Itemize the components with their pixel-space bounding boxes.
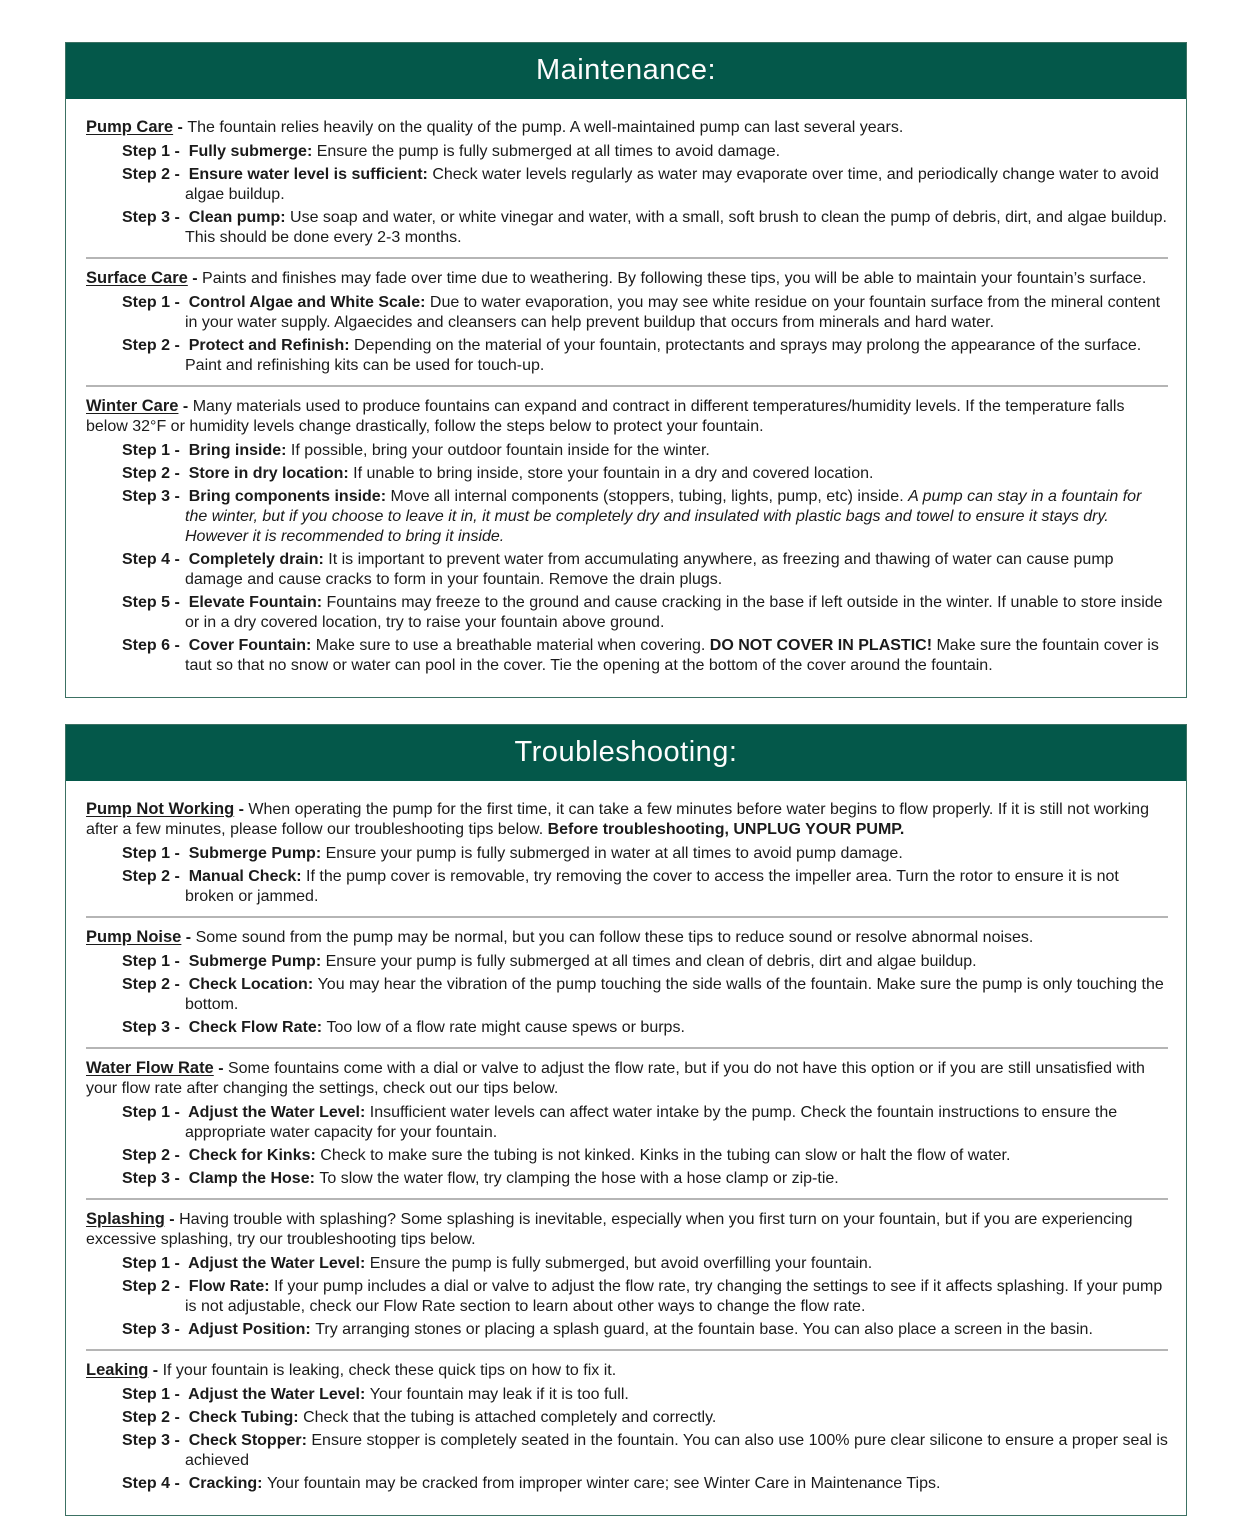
text-segment: If unable to bring inside, store your fountain in a dry and covered location. [353,465,874,482]
step [122,952,1168,972]
step [122,208,1168,248]
section-heading: Surface Care [86,269,188,287]
text-segment: A pump can stay in a fountain for the winter, but if you choose to leave it in, it must be completely dry and insulated with plastic bags and towel to ensure it stays dry. However it is recommended to bring it inside. [185,488,1142,545]
troubleshooting-box [65,724,1187,1516]
step [122,487,1168,547]
step-label: Step 2 - [122,166,189,183]
section-intro [86,1209,1168,1250]
section-pump-not-working [86,799,1168,907]
step [122,593,1168,633]
section-intro [86,268,1168,289]
section-dash: - [164,1211,180,1228]
section-divider [86,916,1168,918]
text-segment: Depending on the material of your fountain, protectants and sprays may prolong the appearance of the surface. Paint and refinishing kits can be used for touch-up. [185,337,1142,374]
step-label: Step 1 - [122,442,189,459]
maintenance-title: Maintenance: [66,43,1186,99]
section-intro [86,799,1168,840]
step [122,550,1168,590]
step [122,975,1168,1015]
step-label: Step 2 - [122,465,189,482]
text-segment: DO NOT COVER IN PLASTIC! [709,637,933,654]
step [122,1169,1168,1189]
step-lead: Flow Rate: [188,1278,275,1295]
text-segment: Too low of a flow rate might cause spews or burps. [326,1019,685,1036]
step [122,441,1168,461]
step-lead: Clean pump: [188,209,291,226]
step-label: Step 3 - [122,1019,189,1036]
text-segment: You may hear the vibration of the pump touching the side walls of the fountain. Make sure the pump is only touching the bottom. [185,976,1164,1013]
section-divider [86,1349,1168,1351]
step-lead: Fully submerge: [188,143,317,160]
step-lead: Completely drain: [188,551,329,568]
step-lead: Submerge Pump: [188,953,326,970]
section-pump-care [86,117,1168,248]
text-segment: Make sure to use a breathable material when covering. [315,637,710,654]
section-heading: Pump Noise [86,928,182,946]
section-heading: Splashing [86,1210,165,1228]
text-segment: Some fountains come with a dial or valve to adjust the flow rate, but if you do not have this option or if you are still unsatisfied with your flow rate after changing the settings, check out our tips below. [86,1060,1145,1097]
text-segment: If your pump includes a dial or valve to adjust the flow rate, try changing the settings to see if it affects splashing. If your pump is not adjustable, check our Flow Rate section to learn about other ways to change the flow rate. [185,1278,1163,1315]
text-segment: If the pump cover is removable, try removing the cover to access the impeller area. Turn the rotor to ensure it is not broken or jammed. [185,868,1119,905]
step-lead: Check Stopper: [188,1432,312,1449]
step-lead: Cover Fountain: [188,637,316,654]
step-label: Step 2 - [122,337,189,354]
step-lead: Check Location: [188,976,318,993]
section-winter-care [86,396,1168,676]
step [122,1254,1168,1274]
step-lead: Ensure water level is sufficient: [188,166,433,183]
step-label: Step 3 - [122,488,189,505]
text-segment: Check to make sure the tubing is not kinked. Kinks in the tubing can slow or halt the flow of water. [320,1147,1011,1164]
maintenance-content [66,99,1186,697]
step [122,1431,1168,1471]
section-dash: - [181,929,196,946]
step-lead: Check Tubing: [188,1409,304,1426]
troubleshooting-content [66,781,1186,1515]
step-lead: Control Algae and White Scale: [188,294,430,311]
step-label: Step 2 - [122,1278,189,1295]
section-dash: - [213,1060,228,1077]
section-divider [86,1047,1168,1049]
text-segment: Check that the tubing is attached completely and correctly. [303,1409,717,1426]
step-lead: Adjust the Water Level: [188,1386,370,1403]
troubleshooting-title: Troubleshooting: [66,725,1186,781]
step-label: Step 4 - [122,551,189,568]
step-label: Step 3 - [122,209,189,226]
step-lead: Cracking: [188,1475,267,1492]
text-segment: Your fountain may leak if it is too full. [369,1386,629,1403]
section-heading: Pump Care [86,118,174,136]
step-lead: Adjust the Water Level: [188,1255,370,1272]
step [122,636,1168,676]
section-intro [86,1360,1168,1381]
section-leaking [86,1360,1168,1494]
text-segment: Having trouble with splashing? Some splashing is inevitable, especially when you first turn on your fountain, but if you are experiencing excessive splashing, try our troubleshooting tips below. [86,1211,1133,1248]
maintenance-box [65,42,1187,698]
step [122,1018,1168,1038]
section-intro [86,117,1168,138]
section-pump-noise [86,927,1168,1038]
text-segment: Ensure the pump is fully submerged, but avoid overfilling your fountain. [369,1255,873,1272]
text-segment: Many materials used to produce fountains can expand and contract in different temperatures/humidity levels. If the temperature falls below 32°F or humidity levels change drastically, follow the steps below to protect your fountain. [86,398,1125,435]
step [122,1103,1168,1143]
step-label: Step 3 - [122,1432,189,1449]
step [122,1146,1168,1166]
text-segment: Your fountain may be cracked from improper winter care; see Winter Care in Maintenance Tips. [266,1475,941,1492]
step [122,1320,1168,1340]
step-label: Step 2 - [122,1147,189,1164]
step-label: Step 1 - [122,953,189,970]
step-label: Step 1 - [122,845,189,862]
text-segment: When operating the pump for the first time, it can take a few minutes before water begins to flow properly. If it is still not working after a few minutes, please follow our troubleshooting tips below. [86,801,1149,838]
step [122,293,1168,333]
step-label: Step 1 - [122,294,189,311]
section-dash: - [173,119,188,136]
section-heading: Winter Care [86,397,179,415]
section-water-flow-rate [86,1058,1168,1189]
text-segment: Before troubleshooting, UNPLUG YOUR PUMP. [547,821,905,838]
text-segment: If your fountain is leaking, check these quick tips on how to fix it. [162,1362,617,1379]
text-segment: If possible, bring your outdoor fountain inside for the winter. [290,442,710,459]
step [122,867,1168,907]
text-segment: It is important to prevent water from accumulating anywhere, as freezing and thawing of water can cause pump damage and cause cracks to form in your fountain. Remove the drain plugs. [185,551,1114,588]
step-lead: Submerge Pump: [188,845,326,862]
step-lead: Elevate Fountain: [188,594,327,611]
step [122,844,1168,864]
section-divider [86,385,1168,387]
text-segment: To slow the water flow, try clamping the hose with a hose clamp or zip-tie. [319,1170,839,1187]
step-lead: Bring inside: [188,442,291,459]
text-segment: Insufficient water levels can affect water intake by the pump. Check the fountain instructions to ensure the appropriate water capacity for your fountain. [185,1104,1118,1141]
text-segment: The fountain relies heavily on the quality of the pump. A well-maintained pump can last several years. [187,119,904,136]
step [122,336,1168,376]
section-heading: Leaking [86,1361,149,1379]
step-lead: Check for Kinks: [188,1147,321,1164]
step-label: Step 3 - [122,1170,189,1187]
step-label: Step 3 - [122,1321,189,1338]
step [122,1277,1168,1317]
step-label: Step 1 - [122,1255,189,1272]
text-segment: Ensure your pump is fully submerged at all times and clean of debris, dirt and algae buildup. [325,953,977,970]
step-label: Step 1 - [122,1386,189,1403]
section-surface-care [86,268,1168,376]
step-label: Step 1 - [122,1104,189,1121]
step-label: Step 2 - [122,868,189,885]
step-label: Step 5 - [122,594,189,611]
section-dash: - [187,270,203,287]
step-label: Step 2 - [122,1409,189,1426]
section-heading: Pump Not Working [86,800,235,818]
text-segment: Ensure your pump is fully submerged in water at all times to avoid pump damage. [325,845,903,862]
text-segment: Fountains may freeze to the ground and cause cracking in the base if left outside in the winter. If unable to store inside or in a dry covered location, try to raise your fountain above ground. [185,594,1163,631]
step-lead: Manual Check: [188,868,307,885]
step-lead: Check Flow Rate: [188,1019,327,1036]
step-label: Step 2 - [122,976,189,993]
step-lead: Bring components inside: [188,488,391,505]
text-segment: Paints and finishes may fade over time due to weathering. By following these tips, you will be able to maintain your fountain’s surface. [202,270,1147,287]
step-lead: Protect and Refinish: [188,337,355,354]
section-splashing [86,1209,1168,1340]
text-segment: Ensure stopper is completely seated in the fountain. You can also use 100% pure clear silicone to ensure a proper seal is achieved [185,1432,1168,1469]
step [122,142,1168,162]
section-divider [86,257,1168,259]
step-lead: Adjust Position: [188,1321,316,1338]
text-segment: Some sound from the pump may be normal, but you can follow these tips to reduce sound or resolve abnormal noises. [195,929,1034,946]
step-lead: Clamp the Hose: [188,1170,320,1187]
step [122,165,1168,205]
step-lead: Store in dry location: [188,465,354,482]
step [122,1474,1168,1494]
text-segment: Due to water evaporation, you may see white residue on your fountain surface from the mineral content in your water supply. Algaecides and cleansers can help prevent buildup that occurs from minerals and hard water. [185,294,1161,331]
text-segment: Use soap and water, or white vinegar and water, with a small, soft brush to clean the pump of debris, dirt, and algae buildup. This should be done every 2-3 months. [185,209,1167,246]
step [122,1385,1168,1405]
step-label: Step 1 - [122,143,189,160]
section-intro [86,927,1168,948]
step-lead: Adjust the Water Level: [188,1104,370,1121]
step [122,464,1168,484]
step-label: Step 6 - [122,637,189,654]
text-segment: Move all internal components (stoppers, tubing, lights, pump, etc) inside. [390,488,909,505]
section-intro [86,396,1168,437]
text-segment: Check water levels regularly as water may evaporate over time, and periodically change water to avoid algae buildup. [185,166,1159,203]
text-segment: Make sure the fountain cover is taut so that no snow or water can pool in the cover. Tie the opening at the bottom of the cover around the fountain. [185,637,1159,674]
section-heading: Water Flow Rate [86,1059,214,1077]
section-divider [86,1198,1168,1200]
section-dash: - [234,801,249,818]
section-dash: - [148,1362,163,1379]
section-intro [86,1058,1168,1099]
text-segment: Try arranging stones or placing a splash guard, at the fountain base. You can also place a screen in the basin. [315,1321,1093,1338]
text-segment: Ensure the pump is fully submerged at all times to avoid damage. [316,143,781,160]
section-dash: - [178,398,193,415]
step-label: Step 4 - [122,1475,189,1492]
step [122,1408,1168,1428]
